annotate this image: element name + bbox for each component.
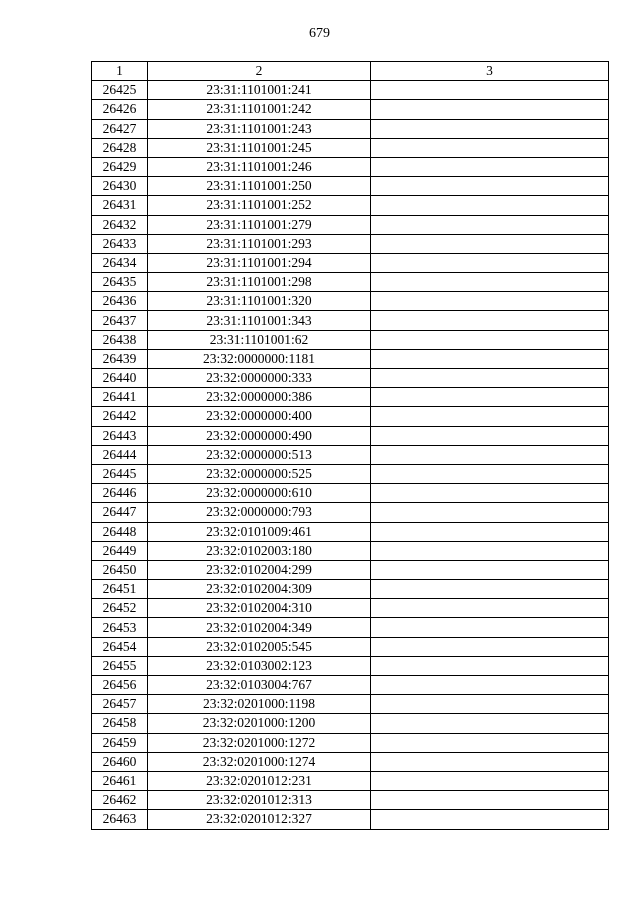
cadastral-number-cell: 23:32:0201012:327: [148, 810, 371, 829]
table-row: [92, 273, 609, 292]
table-row: [92, 177, 609, 196]
row-number-cell: 26454: [92, 637, 148, 656]
notes-cell: [371, 234, 609, 253]
notes-cell: [371, 388, 609, 407]
table-row: [92, 618, 609, 637]
table-row: [92, 637, 609, 656]
table-row: [92, 81, 609, 100]
notes-cell: [371, 695, 609, 714]
notes-cell: [371, 771, 609, 790]
notes-cell: [371, 676, 609, 695]
table-row: [92, 484, 609, 503]
notes-cell: [371, 541, 609, 560]
cadastral-number-cell: 23:32:0103002:123: [148, 656, 371, 675]
notes-cell: [371, 791, 609, 810]
notes-cell: [371, 407, 609, 426]
cadastral-number-cell: 23:32:0201012:313: [148, 791, 371, 810]
column-header-3: 3: [371, 62, 609, 81]
row-number-cell: 26457: [92, 695, 148, 714]
cadastral-number-cell: 23:32:0000000:525: [148, 464, 371, 483]
table-row: [92, 752, 609, 771]
cadastral-number-cell: 23:31:1101001:246: [148, 157, 371, 176]
notes-cell: [371, 560, 609, 579]
table-row: [92, 676, 609, 695]
row-number-cell: 26460: [92, 752, 148, 771]
notes-cell: [371, 445, 609, 464]
cadastral-number-cell: 23:32:0201012:231: [148, 771, 371, 790]
notes-cell: [371, 100, 609, 119]
notes-cell: [371, 752, 609, 771]
cadastral-number-cell: 23:31:1101001:293: [148, 234, 371, 253]
row-number-cell: 26441: [92, 388, 148, 407]
table-row: [92, 464, 609, 483]
table-row: [92, 330, 609, 349]
row-number-cell: 26427: [92, 119, 148, 138]
table-row: [92, 771, 609, 790]
cadastral-number-cell: 23:31:1101001:245: [148, 138, 371, 157]
cadastral-number-cell: 23:32:0201000:1198: [148, 695, 371, 714]
notes-cell: [371, 119, 609, 138]
cadastral-number-cell: 23:31:1101001:241: [148, 81, 371, 100]
notes-cell: [371, 369, 609, 388]
notes-cell: [371, 273, 609, 292]
notes-cell: [371, 426, 609, 445]
row-number-cell: 26455: [92, 656, 148, 675]
row-number-cell: 26431: [92, 196, 148, 215]
table-row: [92, 100, 609, 119]
cadastral-number-cell: 23:31:1101001:320: [148, 292, 371, 311]
cadastral-number-cell: 23:31:1101001:62: [148, 330, 371, 349]
table-row: [92, 560, 609, 579]
table-row: [92, 292, 609, 311]
table-row: [92, 196, 609, 215]
table-row: [92, 234, 609, 253]
row-number-cell: 26437: [92, 311, 148, 330]
cadastral-number-cell: 23:31:1101001:279: [148, 215, 371, 234]
table-row: [92, 138, 609, 157]
row-number-cell: 26428: [92, 138, 148, 157]
cadastral-number-cell: 23:32:0000000:490: [148, 426, 371, 445]
table-row: [92, 445, 609, 464]
table-row: [92, 349, 609, 368]
cadastral-number-cell: 23:32:0103004:767: [148, 676, 371, 695]
table-row: [92, 810, 609, 829]
row-number-cell: 26430: [92, 177, 148, 196]
cadastral-number-cell: 23:32:0000000:1181: [148, 349, 371, 368]
table-row: [92, 522, 609, 541]
table-row: [92, 426, 609, 445]
row-number-cell: 26456: [92, 676, 148, 695]
notes-cell: [371, 349, 609, 368]
cadastral-number-cell: 23:32:0000000:386: [148, 388, 371, 407]
table-row: [92, 714, 609, 733]
cadastral-number-cell: 23:31:1101001:242: [148, 100, 371, 119]
cadastral-number-cell: 23:31:1101001:250: [148, 177, 371, 196]
notes-cell: [371, 503, 609, 522]
cadastral-number-cell: 23:32:0102004:309: [148, 580, 371, 599]
notes-cell: [371, 656, 609, 675]
table-row: [92, 503, 609, 522]
table-row: [92, 695, 609, 714]
cadastral-number-cell: 23:32:0101009:461: [148, 522, 371, 541]
cadastral-number-cell: 23:32:0000000:793: [148, 503, 371, 522]
row-number-cell: 26436: [92, 292, 148, 311]
notes-cell: [371, 618, 609, 637]
cadastral-number-cell: 23:31:1101001:243: [148, 119, 371, 138]
cadastral-number-cell: 23:31:1101001:343: [148, 311, 371, 330]
notes-cell: [371, 311, 609, 330]
row-number-cell: 26461: [92, 771, 148, 790]
table-row: [92, 215, 609, 234]
notes-cell: [371, 330, 609, 349]
row-number-cell: 26446: [92, 484, 148, 503]
row-number-cell: 26433: [92, 234, 148, 253]
table-row: [92, 656, 609, 675]
row-number-cell: 26443: [92, 426, 148, 445]
cadastral-number-cell: 23:32:0102004:349: [148, 618, 371, 637]
cadastral-number-cell: 23:32:0102003:180: [148, 541, 371, 560]
column-header-1: 1: [92, 62, 148, 81]
table-row: [92, 369, 609, 388]
row-number-cell: 26463: [92, 810, 148, 829]
page-number: 679: [309, 26, 330, 41]
cadastral-number-cell: 23:31:1101001:294: [148, 253, 371, 272]
row-number-cell: 26432: [92, 215, 148, 234]
table-row: [92, 119, 609, 138]
notes-cell: [371, 81, 609, 100]
notes-cell: [371, 215, 609, 234]
notes-cell: [371, 138, 609, 157]
row-number-cell: 26462: [92, 791, 148, 810]
row-number-cell: 26444: [92, 445, 148, 464]
notes-cell: [371, 253, 609, 272]
cadastral-number-cell: 23:32:0102004:299: [148, 560, 371, 579]
row-number-cell: 26425: [92, 81, 148, 100]
table-row: [92, 580, 609, 599]
table-row: [92, 157, 609, 176]
row-number-cell: 26440: [92, 369, 148, 388]
row-number-cell: 26450: [92, 560, 148, 579]
cadastral-number-cell: 23:32:0000000:513: [148, 445, 371, 464]
cadastral-number-cell: 23:32:0201000:1274: [148, 752, 371, 771]
table-header-row: [92, 62, 609, 81]
row-number-cell: 26445: [92, 464, 148, 483]
cadastral-number-cell: 23:32:0201000:1200: [148, 714, 371, 733]
row-number-cell: 26452: [92, 599, 148, 618]
table-row: [92, 541, 609, 560]
notes-cell: [371, 522, 609, 541]
notes-cell: [371, 810, 609, 829]
table-row: [92, 791, 609, 810]
notes-cell: [371, 580, 609, 599]
table-row: [92, 253, 609, 272]
row-number-cell: 26451: [92, 580, 148, 599]
cadastral-number-cell: 23:32:0201000:1272: [148, 733, 371, 752]
row-number-cell: 26426: [92, 100, 148, 119]
cadastral-number-cell: 23:32:0102005:545: [148, 637, 371, 656]
data-table: [91, 61, 609, 830]
table-row: [92, 407, 609, 426]
cadastral-number-cell: 23:31:1101001:298: [148, 273, 371, 292]
row-number-cell: 26459: [92, 733, 148, 752]
table-row: [92, 311, 609, 330]
notes-cell: [371, 177, 609, 196]
row-number-cell: 26458: [92, 714, 148, 733]
table-row: [92, 599, 609, 618]
notes-cell: [371, 484, 609, 503]
row-number-cell: 26435: [92, 273, 148, 292]
column-header-2: 2: [148, 62, 371, 81]
notes-cell: [371, 733, 609, 752]
cadastral-number-cell: 23:32:0000000:400: [148, 407, 371, 426]
table-row: [92, 388, 609, 407]
cadastral-number-cell: 23:32:0000000:610: [148, 484, 371, 503]
notes-cell: [371, 157, 609, 176]
cadastral-number-cell: 23:32:0102004:310: [148, 599, 371, 618]
table-row: [92, 733, 609, 752]
row-number-cell: 26449: [92, 541, 148, 560]
row-number-cell: 26453: [92, 618, 148, 637]
cadastral-number-cell: 23:31:1101001:252: [148, 196, 371, 215]
row-number-cell: 26438: [92, 330, 148, 349]
row-number-cell: 26439: [92, 349, 148, 368]
row-number-cell: 26434: [92, 253, 148, 272]
row-number-cell: 26448: [92, 522, 148, 541]
row-number-cell: 26442: [92, 407, 148, 426]
table-body: [92, 81, 609, 829]
notes-cell: [371, 292, 609, 311]
row-number-cell: 26429: [92, 157, 148, 176]
notes-cell: [371, 196, 609, 215]
cadastral-number-cell: 23:32:0000000:333: [148, 369, 371, 388]
notes-cell: [371, 599, 609, 618]
row-number-cell: 26447: [92, 503, 148, 522]
notes-cell: [371, 464, 609, 483]
notes-cell: [371, 714, 609, 733]
notes-cell: [371, 637, 609, 656]
